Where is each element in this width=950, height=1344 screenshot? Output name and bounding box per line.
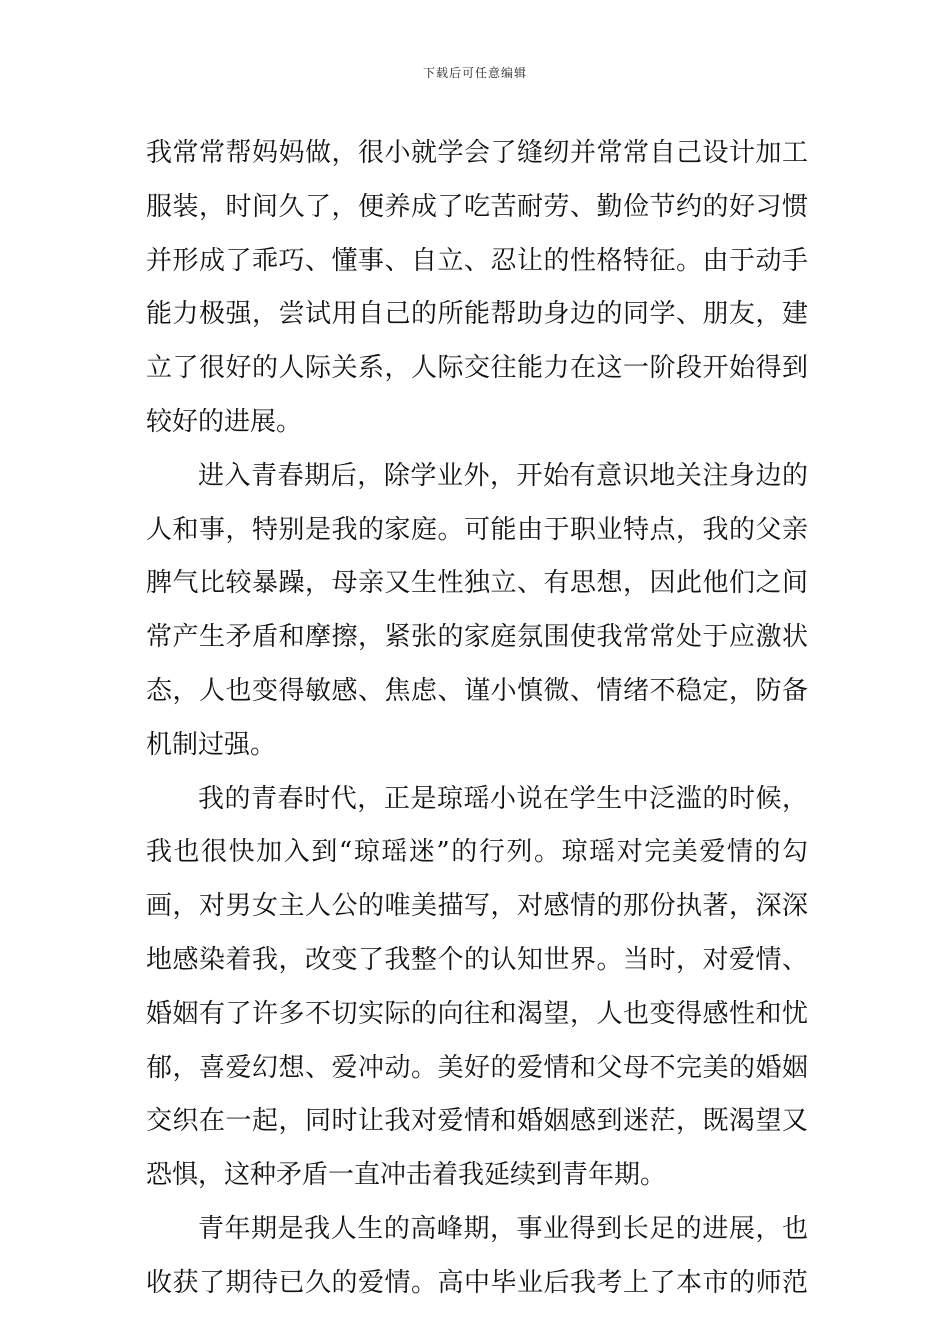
paragraph (146, 127, 808, 450)
text-line: 我常常帮妈妈做，很小就学会了缝纫并常常自己设计加工 (146, 138, 808, 168)
text-line: 恐惧，这种矛盾一直冲击着我延续到青年期。 (146, 1160, 667, 1191)
text-line: 常产生矛盾和摩擦，紧张的家庭氛围使我常常处于应激状 (146, 622, 808, 653)
page-header: 下载后可任意编辑 (422, 66, 527, 80)
text-line: 画，对男女主人公的唯美描写，对感情的那份执著，深深 (146, 891, 808, 922)
text-line: 较好的进展。 (146, 406, 303, 437)
text-line: 收获了期待已久的爱情。高中毕业后我考上了本市的师范 (146, 1267, 808, 1298)
text-line: 并形成了乖巧、懂事、自立、忍让的性格特征。由于动手 (146, 245, 808, 276)
text-line: 交织在一起，同时让我对爱情和婚姻感到迷茫，既渴望又 (146, 1106, 808, 1137)
text-line: 态，人也变得敏感、焦虑、谨小慎微、情绪不稳定，防备 (146, 675, 808, 706)
text-line: 服装，时间久了，便养成了吃苦耐劳、勤俭节约的好习惯 (146, 191, 808, 222)
paragraph (146, 773, 808, 1203)
text-line: 机制过强。 (146, 729, 277, 760)
text-line: 我也很快加入到“琼瑶迷”的行列。琼瑶对完美爱情的勾 (146, 837, 808, 868)
text-line: 人和事，特别是我的家庭。可能由于职业特点，我的父亲 (146, 514, 808, 545)
text-line: 郁，喜爱幻想、爱冲动。美好的爱情和父母不完美的婚姻 (146, 1052, 808, 1083)
text-line: 我的青春时代，正是琼瑶小说在学生中泛滥的时候， (198, 783, 808, 814)
document-body (146, 127, 808, 1311)
text-line: 进入青春期后，除学业外，开始有意识地关注身边的 (198, 460, 808, 491)
text-line: 脾气比较暴躁，母亲又生性独立、有思想，因此他们之间 (146, 568, 808, 599)
paragraph (146, 1203, 808, 1311)
text-line: 能力极强，尝试用自己的所能帮助身边的同学、朋友，建 (146, 299, 808, 330)
text-line: 地感染着我，改变了我整个的认知世界。当时，对爱情、 (146, 944, 808, 975)
text-line: 青年期是我人生的高峰期，事业得到长足的进展，也 (198, 1213, 808, 1244)
paragraph (146, 450, 808, 773)
text-line: 婚姻有了许多不切实际的向往和渴望，人也变得感性和忧 (146, 998, 808, 1029)
text-line: 立了很好的人际关系，人际交往能力在这一阶段开始得到 (146, 353, 808, 384)
